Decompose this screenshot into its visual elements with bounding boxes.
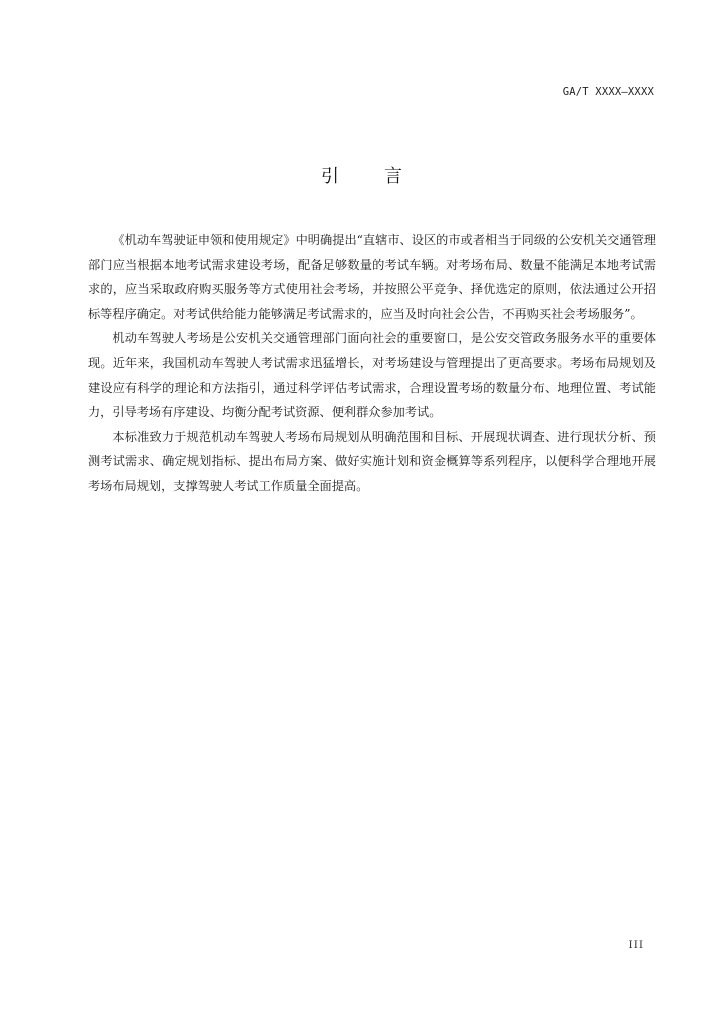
paragraph-3: 本标准致力于规范机动车驾驶人考场布局规划从明确范围和目标、开展现状调查、进行现状分析、预测考试需求、确定规划指标、提出布局方案、做好实施计划和资金概算等系列程序，以便科学合理地开展考场布局规划，支撑驾驶人考试工作质量全面提高。 [88,429,656,493]
introduction-body [88,228,656,499]
paragraph-1: 《机动车驾驶证申领和使用规定》中明确提出“直辖市、设区的市或者相当于同级的公安机关交通管理部门应当根据本地考试需求建设考场，配备足够数量的考试车辆。对考场布局、数量不能满足本地考试需求的，应当采取政府购买服务等方式使用社会考场，并按照公平竞争、择优选定的原则，依法通过公开招标等程序确定。对考试供给能力能够满足考试需求的，应当及时向社会公告，不再购买社会考场服务”。 [88,233,656,321]
page-number: III [628,939,644,951]
section-title-char-2: 言 [384,166,403,187]
section-title-char-1: 引 [321,166,340,187]
document-code: GA/T XXXX—XXXX [562,86,654,98]
section-title [0,162,724,188]
paragraph-2: 机动车驾驶人考场是公安机关交通管理部门面向社会的重要窗口，是公安交管政务服务水平的重要体现。近年来，我国机动车驾驶人考试需求迅猛增长，对考场建设与管理提出了更高要求。考场布局规划及建设应有科学的理论和方法指引，通过科学评估考试需求，合理设置考场的数量分布、地理位置、考试能力，引导考场有序建设、均衡分配考试资源、便利群众参加考试。 [88,331,656,420]
